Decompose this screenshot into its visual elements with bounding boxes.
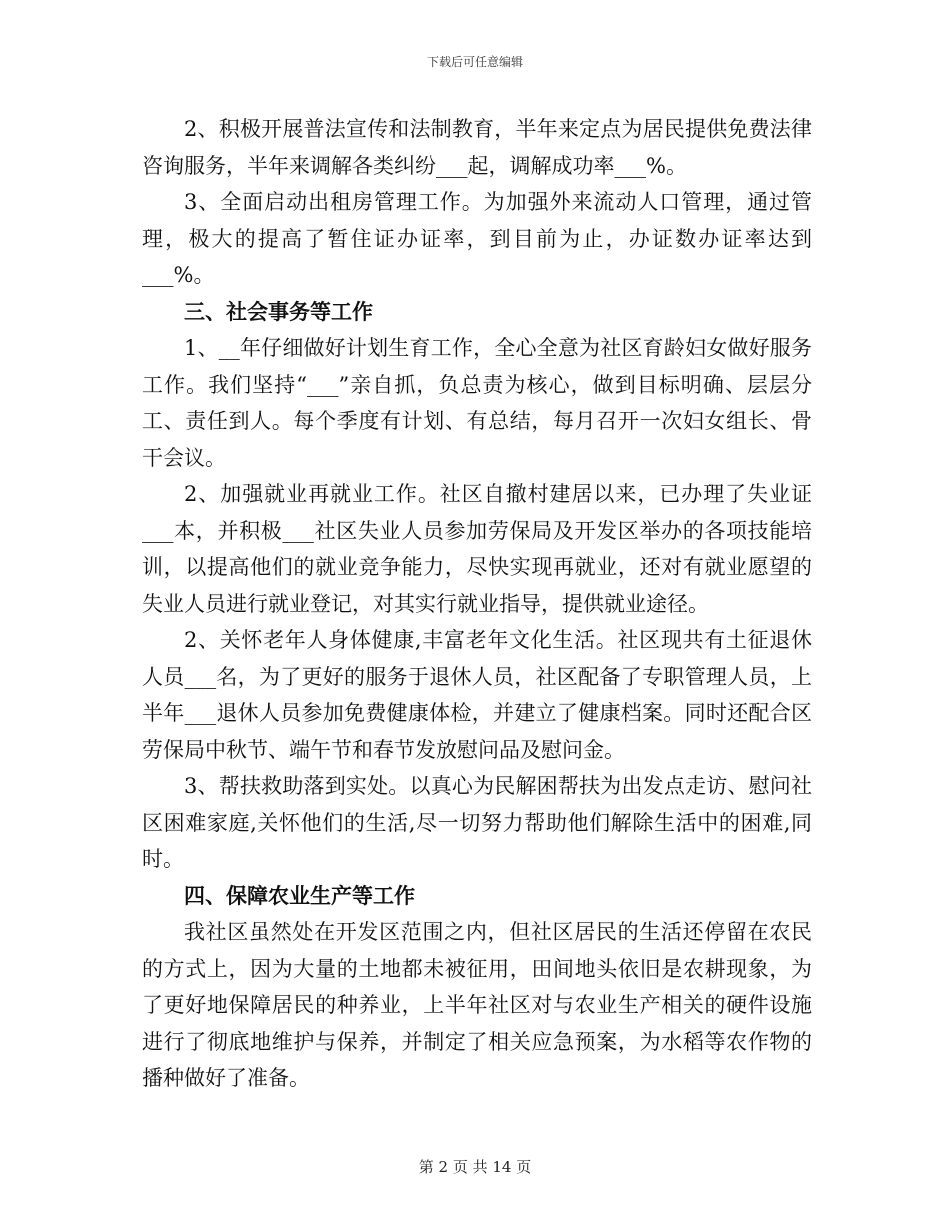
- paragraph: 2、积极开展普法宣传和法制教育，半年来定点为居民提供免费法律咨询服务，半年来调解各类纠纷___起，调解成功率___%。: [142, 117, 812, 178]
- section-heading: 四、保障农业生产等工作: [184, 883, 415, 908]
- page-footer: 第 2 页 共 14 页: [418, 1158, 532, 1176]
- paragraph: 1、__年仔细做好计划生育工作，全心全意为社区育龄妇女做好服务工作。我们坚持“___”亲自抓，负总责为核心，做到目标明确、层层分工、责任到人。每个季度有计划、有总结，每月召开一次妇女组长、骨干会议。: [142, 336, 812, 470]
- section-heading: 三、社会事务等工作: [184, 299, 373, 324]
- paragraph: 2、关怀老年人身体健康,丰富老年文化生活。社区现共有土征退休人员___名，为了更好的服务于退休人员，社区配备了专职管理人员，上半年___退休人员参加免费健康体检，并建立了健康档案。同时还配合区劳保局中秋节、端午节和春节发放慰问品及慰问金。: [142, 628, 812, 762]
- paragraph: 3、帮扶救助落到实处。以真心为民解困帮扶为出发点走访、慰问社区困难家庭,关怀他们的生活,尽一切努力帮助他们解除生活中的困难,同时。: [142, 774, 812, 871]
- paragraph: 3、全面启动出租房管理工作。为加强外来流动人口管理，通过管理，极大的提高了暂住证办证率，到目前为止，办证数办证率达到___%。: [142, 190, 812, 287]
- page-header: 下载后可任意编辑: [426, 55, 523, 69]
- paragraph: 我社区虽然处在开发区范围之内，但社区居民的生活还停留在农民的方式上，因为大量的土地都未被征用，田间地头依旧是农耕现象，为了更好地保障居民的种养业，上半年社区对与农业生产相关的硬件设施进行了彻底地维护与保养，并制定了相关应急预案，为水稻等农作物的播种做好了准备。: [142, 920, 812, 1090]
- paragraph: 2、加强就业再就业工作。社区自撤村建居以来，已办理了失业证___本，并积极___社区失业人员参加劳保局及开发区举办的各项技能培训，以提高他们的就业竞争能力，尽快实现再就业，还对有就业愿望的失业人员进行就业登记，对其实行就业指导，提供就业途径。: [142, 482, 812, 616]
- document-body: [142, 111, 812, 1097]
